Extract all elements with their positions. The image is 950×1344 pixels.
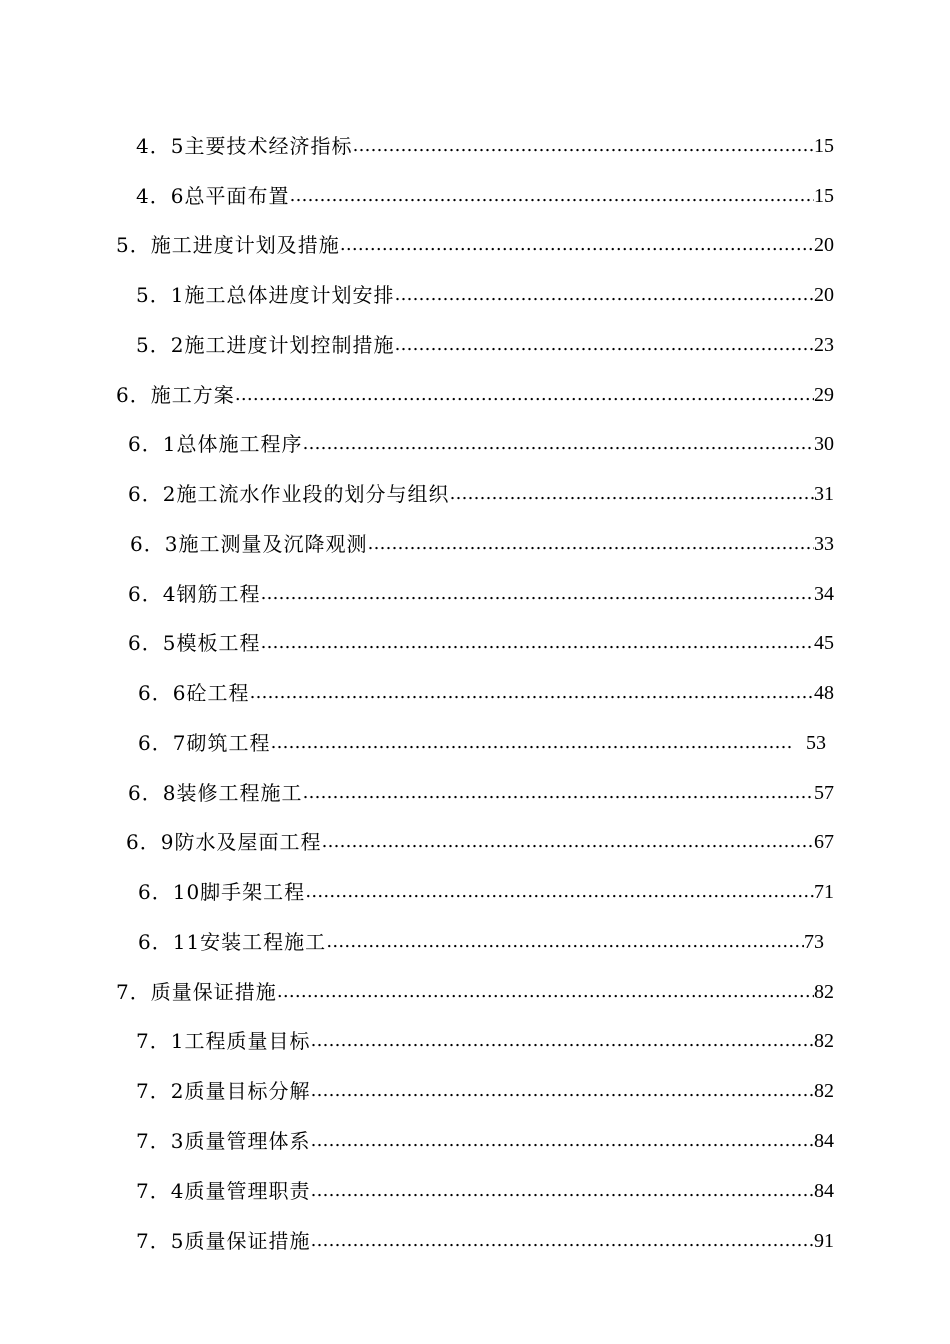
toc-entry-page: 73 — [804, 931, 824, 953]
toc-entry-title: 6．8装修工程施工 — [128, 781, 303, 805]
toc-entry-page: 15 — [814, 135, 834, 157]
toc-entry-page: 67 — [814, 831, 834, 853]
toc-entry — [128, 579, 834, 609]
toc-entry-page: 15 — [814, 185, 834, 207]
toc-entry — [138, 927, 824, 957]
toc-entry-title: 7．5质量保证措施 — [136, 1229, 311, 1253]
toc-dot-leader — [394, 330, 814, 360]
toc-entry — [116, 230, 834, 260]
toc-entry — [130, 529, 834, 559]
toc-entry — [136, 1226, 834, 1256]
toc-entry-page: 34 — [814, 583, 834, 605]
toc-entry-title: 5．施工进度计划及措施 — [116, 233, 340, 257]
toc-entry — [116, 380, 834, 410]
toc-entry — [136, 131, 834, 161]
toc-entry-page: 31 — [814, 483, 834, 505]
toc-entry-title: 6．1总体施工程序 — [128, 432, 303, 456]
toc-entry — [128, 628, 834, 658]
toc-entry — [116, 977, 834, 1007]
toc-dot-leader — [321, 827, 814, 857]
toc-dot-leader — [235, 380, 814, 410]
toc-entry-page: 29 — [814, 384, 834, 406]
toc-entry-title: 4．5主要技术经济指标 — [136, 134, 353, 158]
toc-entry-page: 20 — [814, 284, 834, 306]
toc-dot-leader — [260, 628, 814, 658]
toc-dot-leader — [270, 728, 792, 758]
toc-dot-leader — [289, 181, 814, 211]
toc-entry — [138, 728, 826, 758]
toc-entry — [128, 429, 834, 459]
toc-entry-page: 57 — [814, 782, 834, 804]
toc-dot-leader — [367, 529, 814, 559]
toc-entry-title: 6．9防水及屋面工程 — [126, 830, 322, 854]
toc-entry — [138, 678, 834, 708]
toc-entry — [128, 479, 834, 509]
toc-entry-page: 84 — [814, 1180, 834, 1202]
toc-entry-page: 23 — [814, 334, 834, 356]
toc-entry-title: 6．6砼工程 — [138, 681, 250, 705]
toc-entry-page: 84 — [814, 1130, 834, 1152]
toc-entry-title: 7．4质量管理职责 — [136, 1179, 311, 1203]
toc-entry — [138, 877, 834, 907]
toc-entry — [136, 330, 834, 360]
toc-entry-page: 20 — [814, 234, 834, 256]
toc-entry — [126, 827, 834, 857]
toc-entry — [136, 280, 834, 310]
toc-dot-leader — [249, 678, 814, 708]
toc-entry-page: 82 — [814, 1080, 834, 1102]
toc-dot-leader — [326, 927, 804, 957]
toc-dot-leader — [394, 280, 814, 310]
toc-dot-leader — [310, 1076, 814, 1106]
toc-entry-title: 7．1工程质量目标 — [136, 1029, 311, 1053]
toc-entry — [136, 1026, 834, 1056]
toc-dot-leader — [310, 1176, 814, 1206]
toc-dot-leader — [340, 230, 814, 260]
toc-entry-title: 5．1施工总体进度计划安排 — [136, 283, 395, 307]
toc-entry-page: 91 — [814, 1230, 834, 1252]
toc-entry-title: 6．4钢筋工程 — [128, 582, 261, 606]
toc-entry-page: 82 — [814, 981, 834, 1003]
toc-entry — [136, 1176, 834, 1206]
toc-dot-leader — [302, 429, 814, 459]
toc-dot-leader — [260, 579, 814, 609]
toc-entry-title: 6．7砌筑工程 — [138, 731, 271, 755]
toc-entry-title: 6．2施工流水作业段的划分与组织 — [128, 482, 450, 506]
toc-entry-page: 48 — [814, 682, 834, 704]
toc-dot-leader — [352, 131, 814, 161]
toc-dot-leader — [310, 1226, 814, 1256]
toc-entry-title: 4．6总平面布置 — [136, 184, 290, 208]
toc-entry-title: 5．2施工进度计划控制措施 — [136, 333, 395, 357]
toc-entry-page: 82 — [814, 1030, 834, 1052]
toc-dot-leader — [277, 977, 814, 1007]
toc-entry-page: 71 — [814, 881, 834, 903]
toc-entry-page: 30 — [814, 433, 834, 455]
toc-entry — [136, 181, 834, 211]
toc-entry-title: 6．11安装工程施工 — [138, 930, 327, 954]
toc-entry-page: 45 — [814, 632, 834, 654]
toc-dot-leader — [310, 1026, 814, 1056]
toc-entry — [128, 778, 834, 808]
toc-entry-title: 7．3质量管理体系 — [136, 1129, 311, 1153]
toc-dot-leader — [310, 1126, 814, 1156]
toc-entry-page: 33 — [814, 533, 834, 555]
toc-dot-leader — [449, 479, 814, 509]
toc-entry-title: 6．5模板工程 — [128, 631, 261, 655]
toc-entry — [136, 1126, 834, 1156]
toc-entry — [136, 1076, 834, 1106]
toc-dot-leader — [305, 877, 814, 907]
toc-entry-title: 6．3施工测量及沉降观测 — [130, 532, 368, 556]
toc-entry-title: 6．施工方案 — [116, 383, 235, 407]
toc-entry-page: 53 — [806, 732, 826, 754]
toc-dot-leader — [302, 778, 814, 808]
toc-entry-title: 7．2质量目标分解 — [136, 1079, 311, 1103]
toc-entry-title: 6．10脚手架工程 — [138, 880, 306, 904]
toc-entry-title: 7．质量保证措施 — [116, 980, 277, 1004]
